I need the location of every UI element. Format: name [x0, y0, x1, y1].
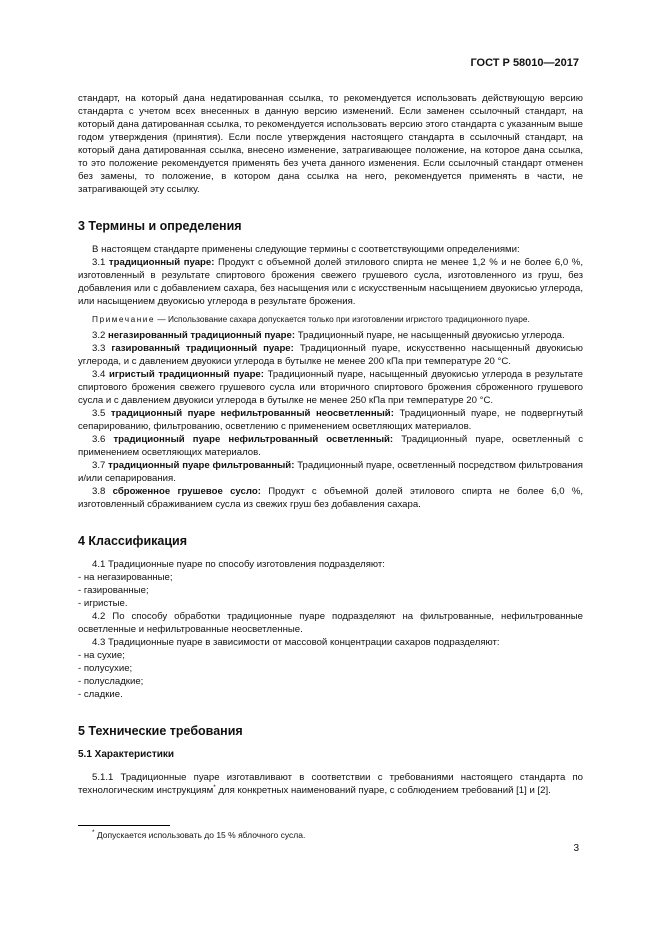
list-item: - полусухие; [78, 663, 133, 674]
term-3-1-name: традиционный пуаре: [108, 257, 215, 268]
term-3-3: 3.3 газированный традиционный пуаре: Традиционный пуаре, искусственно насыщенный двуокисью углерода, и с давлением двуокиси углерода в бутылке не менее 200 кПа при температуре 20 °С. [78, 343, 583, 367]
note [78, 313, 583, 325]
list-item: - на негазированные; [78, 572, 173, 583]
section-4-3: 4.3 Традиционные пуаре в зависимости от массовой концентрации сахаров подразделяют: [92, 637, 500, 648]
document-id-header: ГОСТ Р 58010—2017 [470, 57, 579, 69]
section-5-1-heading: 5.1 Характеристики [78, 749, 175, 760]
term-3-4: 3.4 игристый традиционный пуаре: Традиционный пуаре, насыщенный двуокисью углерода в результате спиртового брожения свежего грушевого сусла или вторичного спиртового брожения сброженного грушевого сусла и с давлением двуокиси углерода в бутылке не менее 250 кПа при температуре 20 °С. [78, 369, 584, 406]
footnote [92, 829, 305, 841]
term-3-5: 3.5 традиционный пуаре нефильтрованный неосветленный: Традиционный пуаре, не подвергнутый сепарированию, фильтрованию, осветлению с применением осветляющих материалов. [78, 408, 584, 432]
section-5-1-1: 5.1.1 Традиционные пуаре изготавливают в соответствии с требованиями настоящего стандарта по технологическим инструкциям* для конкретных наименований пуаре, с соблюдением требований [1] и [2]. [78, 772, 583, 796]
section-4-2: 4.2 По способу обработки традиционные пуаре подразделяют на фильтрованные, нефильтрованные осветленные и нефильтрованные неосветленные. [78, 611, 583, 635]
footnote-mark: * [92, 829, 95, 837]
section-3-lead: В настоящем стандарте применены следующие термины с соответствующими определениями: [92, 244, 520, 255]
footnote-ref: * [213, 783, 216, 791]
page-content [78, 92, 583, 797]
term-3-8: 3.8 сброженное грушевое сусло: Продукт с объемной долей этилового спирта не более 6,0 %, изготовленный сбраживанием сусла из свежих груш без добавления сахара. [78, 486, 584, 510]
list-item: - газированные; [78, 585, 149, 596]
term-3-1: 3.1 традиционный пуаре: Продукт с объемной долей этилового спирта не менее 1,2 % и не более 6,0 %, изготовленный в результате спиртового брожения свежего грушевого сусла, изготовленного из груш, без добавления или с добавлением сахара, без насыщения или с искусственным насыщением двуокисью углерода, или насыщением двуокисью углерода в результате брожения. [78, 257, 583, 307]
section-5-heading: 5 Технические требования [78, 724, 243, 738]
list-item: - сладкие. [78, 689, 123, 700]
footnote-separator [78, 825, 170, 826]
section-4-heading: 4 Классификация [78, 534, 188, 548]
term-3-2: 3.2 негазированный традиционный пуаре: Традиционный пуаре, не насыщенный двуокисью углерода. [92, 330, 565, 341]
footnote-text: Допускается использовать до 15 % яблочного сусла. [96, 830, 306, 840]
list-item: - игристые. [78, 598, 128, 609]
intro-paragraph: стандарт, на который дана недатированная ссылка, то рекомендуется использовать действующую версию стандарта с учетом всех внесенных в данную версию изменений. Если заменен ссылочный стандарт, на который дана датированная ссылка, то рекомендуется использовать версию этого стандарта с указанным выше годом утверждения (принятия). Если после утверждения настоящего стандарта в ссылочный стандарт, на который дана датированная ссылка, внесено изменение, затрагивающее положение, на которое дана ссылка, то это положение рекомендуется применять без учета данного изменения. Если ссылочный стандарт отменен без замены, то положение, в котором дана ссылка на него, рекомендуется применять в части, не затрагивающей эту ссылку. [78, 93, 583, 195]
section-3-heading: 3 Термины и определения [78, 219, 242, 233]
list-item: - полусладкие; [78, 676, 144, 687]
page-number: 3 [573, 843, 579, 854]
note-text: — Использование сахара допускается только при изготовлении игристого традиционного пуаре. [157, 314, 530, 324]
term-3-7: 3.7 традиционный пуаре фильтрованный: Традиционный пуаре, осветленный посредством фильтрования и/или сепарирования. [78, 460, 583, 484]
list-item: - на сухие; [78, 650, 125, 661]
term-3-6: 3.6 традиционный пуаре нефильтрованный осветленный: Традиционный пуаре, осветленный с применением осветляющих материалов. [78, 434, 583, 458]
section-4-1: 4.1 Традиционные пуаре по способу изготовления подразделяют: [92, 559, 385, 570]
note-label: Примечание [92, 314, 156, 324]
